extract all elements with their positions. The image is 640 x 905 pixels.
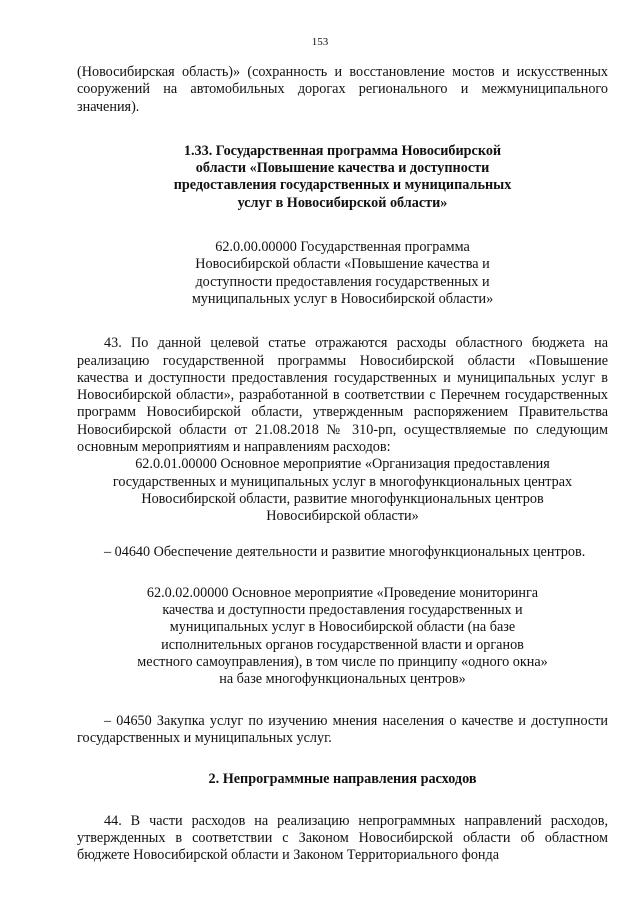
- main-event-62-0-01: 62.0.01.00000 Основное мероприятие «Организация предоставления государственных и муниципальных услуг в многофункциональных центрах Новосибирской области, развитие многофункциональных центров Новосибирской области»: [112, 456, 573, 525]
- program-code-heading: 62.0.00.00000 Государственная программа Новосибирской области «Повышение качества и доступности предоставления государственных и муниципальных услуг в Новосибирской области»: [191, 239, 494, 307]
- section-title-1-33: 1.33. Государственная программа Новосибирской области «Повышение качества и доступности предоставления государственных и муниципальных услуг в Новосибирской области»: [173, 142, 512, 211]
- paragraph-44: 44. В части расходов на реализацию непрограммных направлений расходов, утвержденных в соответствии с Законом Новосибирской области об областном бюджете Новосибирской области и Законом Территориального фонда: [77, 812, 608, 864]
- main-event-62-0-02: 62.0.02.00000 Основное мероприятие «Проведение мониторинга качества и доступности предоставления государственных и муниципальных услуг в Новосибирской области (на базе исполнительных органов государственной власти и органов местного самоуправления), в том числе по принципу «одного окна» на базе многофункциональных центров»: [137, 584, 548, 688]
- expense-item-04640: – 04640 Обеспечение деятельности и развитие многофункциональных центров.: [104, 543, 586, 560]
- page-number: 153: [311, 36, 329, 48]
- expense-item-04650: – 04650 Закупка услуг по изучению мнения населения о качестве и доступности государственных и муниципальных услуг.: [77, 712, 608, 746]
- page-content: [77, 64, 608, 864]
- section-title-2: 2. Непрограммные направления расходов: [208, 771, 477, 788]
- paragraph-continuation: (Новосибирская область)» (сохранность и восстановление мостов и искусственных сооружений на автомобильных дорогах регионального и межмуниципального значения).: [77, 64, 608, 115]
- paragraph-43: 43. По данной целевой статье отражаются расходы областного бюджета на реализацию государственной программы Новосибирской области «Повышение качества и доступности предоставления государственных и муниципальных услуг в Новосибирской области», разработанной в соответствии с Перечнем государственных программ Новосибирской области, утвержденным распоряжением Правительства Новосибирской области от 21.08.2018 № 310-рп, осуществляемые по следующим основным мероприятиям и направлениям расходов:: [77, 335, 608, 456]
